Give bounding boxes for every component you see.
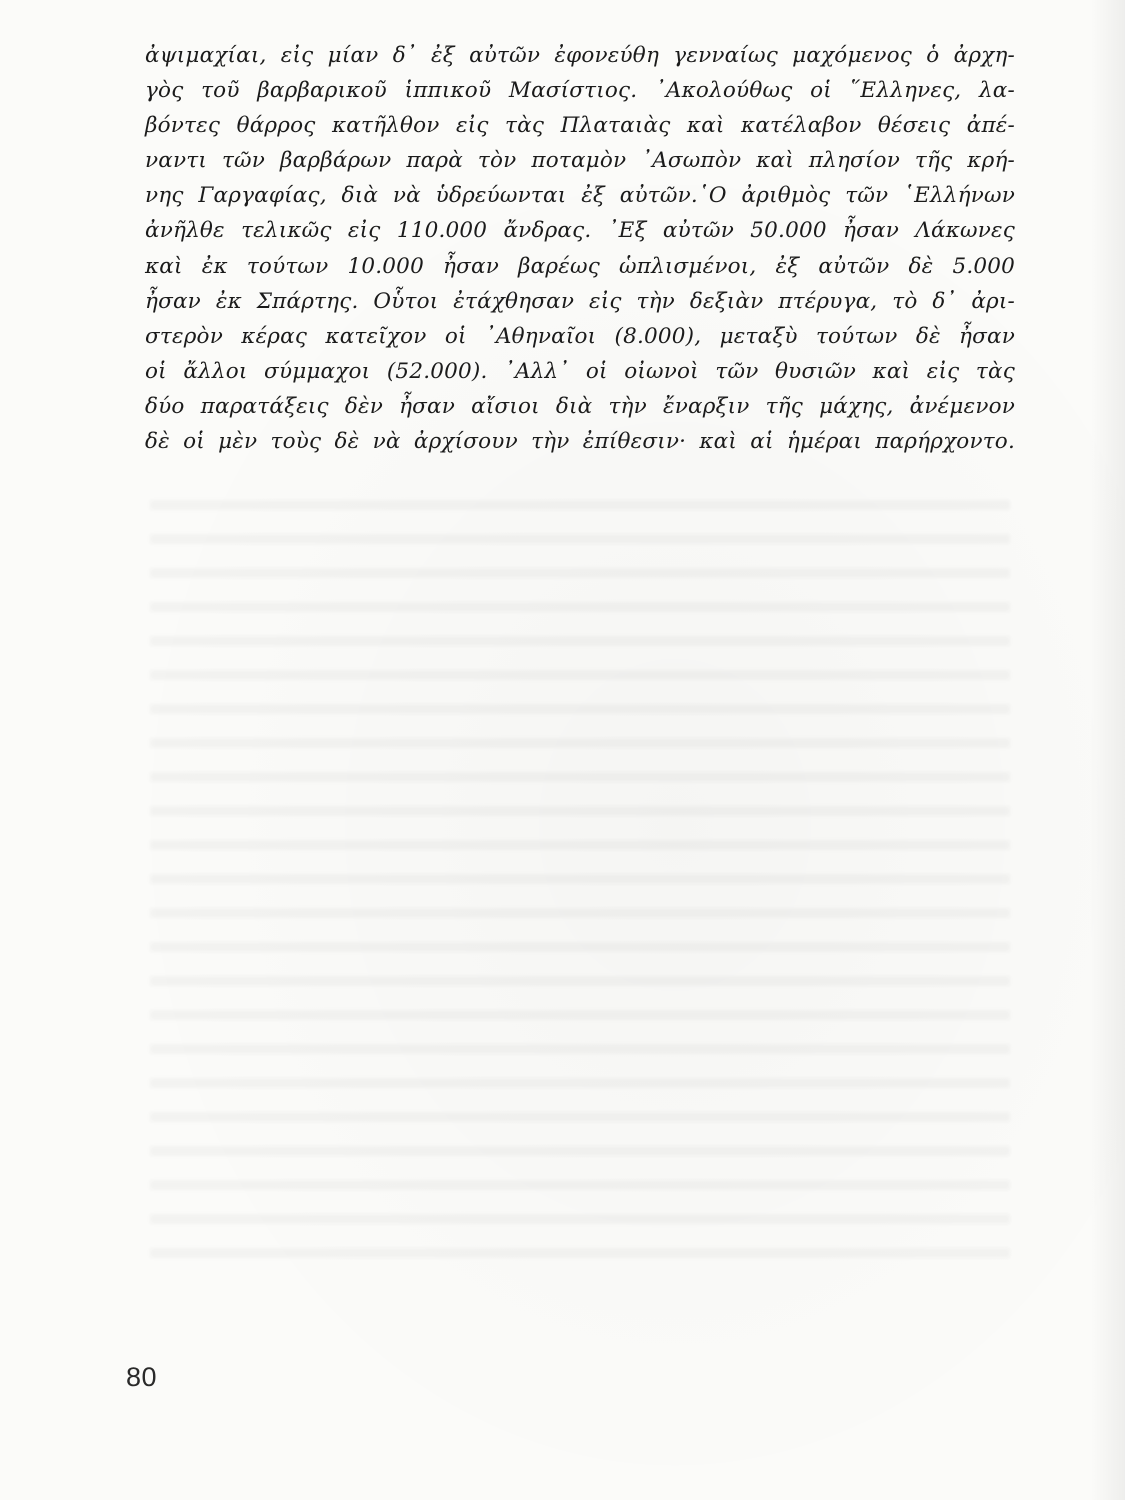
show-through-shadow bbox=[150, 500, 1010, 1260]
page-number: 80 bbox=[126, 1362, 158, 1392]
text-line: δύο παρατάξεις δὲν ἦσαν αἴσιοι διὰ τὴν ἔναρξιν τῆς μάχης, ἀνέμενον bbox=[145, 393, 1015, 419]
text-line: ναντι τῶν βαρβάρων παρὰ τὸν ποταμὸν ᾽Ασωπὸν καὶ πλησίον τῆς κρή- bbox=[145, 148, 1015, 174]
text-line: δὲ οἱ μὲν τοὺς δὲ νὰ ἀρχίσουν τὴν ἐπίθεσιν· καὶ αἱ ἡμέραι παρήρχοντο. bbox=[145, 429, 1015, 455]
text-line: ἀνῆλθε τελικῶς εἰς 110.000 ἄνδρας. ᾽Εξ αὐτῶν 50.000 ἦσαν Λάκωνες bbox=[145, 218, 1015, 244]
text-line: ἦσαν ἐκ Σπάρτης. Οὗτοι ἐτάχθησαν εἰς τὴν δεξιὰν πτέρυγα, τὸ δ᾽ ἀρι- bbox=[145, 288, 1015, 314]
text-line: γὸς τοῦ βαρβαρικοῦ ἱππικοῦ Μασίστιος. ᾽Ακολούθως οἱ ῞Ελληνες, λα- bbox=[145, 78, 1015, 104]
text-line: βόντες θάρρος κατῆλθον εἰς τὰς Πλαταιὰς καὶ κατέλαβον θέσεις ἀπέ- bbox=[145, 113, 1015, 139]
text-line: καὶ ἐκ τούτων 10.000 ἦσαν βαρέως ὡπλισμένοι, ἐξ αὐτῶν δὲ 5.000 bbox=[145, 253, 1015, 279]
text-line: νης Γαργαφίας, διὰ νὰ ὑδρεύωνται ἐξ αὐτῶν.῾Ο ἀριθμὸς τῶν ῾Ελλήνων bbox=[145, 183, 1015, 209]
body-text bbox=[145, 38, 1015, 459]
text-line: οἱ ἄλλοι σύμμαχοι (52.000). ᾽Αλλ᾽ οἱ οἰωνοὶ τῶν θυσιῶν καὶ εἰς τὰς bbox=[145, 358, 1015, 384]
text-line: στερὸν κέρας κατεῖχον οἱ ᾽Αθηναῖοι (8.000), μεταξὺ τούτων δὲ ἦσαν bbox=[145, 323, 1015, 349]
text-line: ἀψιμαχίαι, εἰς μίαν δ᾽ ἐξ αὐτῶν ἐφονεύθη γενναίως μαχόμενος ὁ ἀρχη- bbox=[145, 43, 1015, 68]
